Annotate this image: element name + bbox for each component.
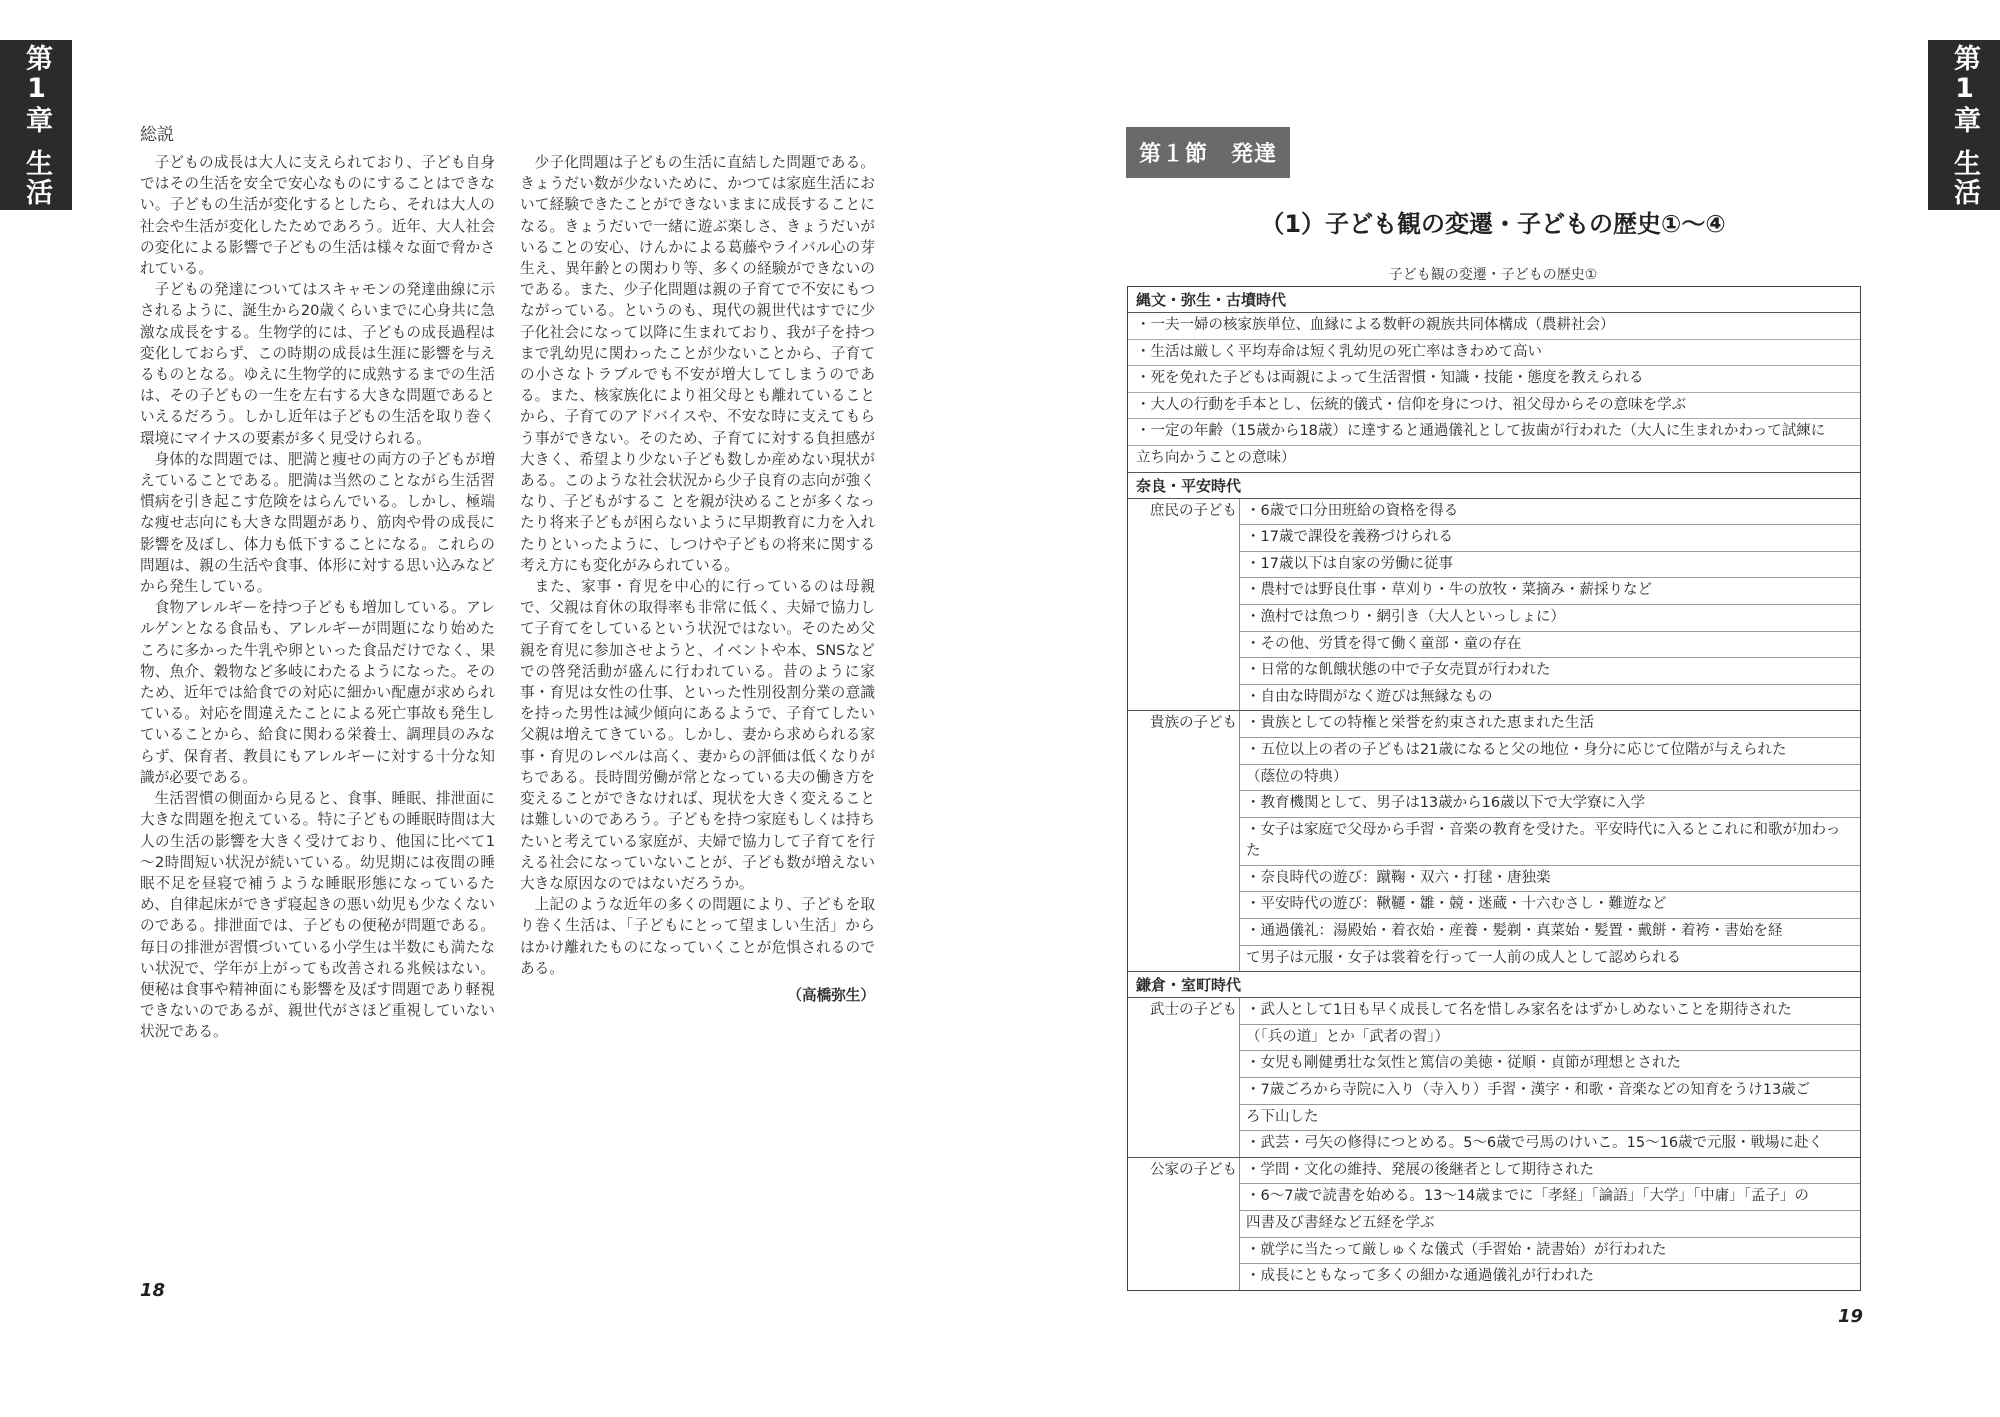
era-header: 縄文・弥生・古墳時代 [1128,287,1860,313]
paragraph: 身体的な問題では、肥満と痩せの両方の子どもが増えていることである。肥満は当然のことながら生活習慣病を引き起こす危険をはらんでいる。しかし、極端な痩せ志向にも大きな問題があり、筋肉や骨の成長に影響を及ぼし、体力も低下することになる。これらの問題は、親の生活や食事、体形に対する思い込みなどから発生している。 [140,450,495,596]
author-credit: （高橋弥生） [787,986,875,1004]
table-line: ・一定の年齢（15歳から18歳）に達すると通過儀礼として抜歯が行われた（大人に生まれかわって試練に [1128,419,1860,446]
page-number-right: 19 [1838,1306,1864,1327]
table-line: 立ち向かうことの意味） [1136,449,1296,466]
paragraph: 少子化問題は子どもの生活に直結した問題である。きょうだい数が少ないために、かつては家庭生活において経験できたことができないままに成長することになる。きょうだいで一緒に遊ぶ楽しさ、きょうだいがいることの安心、けんかによる葛藤やライバル心の芽生え、異年齢との関わり等、多くの経験ができないのである。また、少子化問題は親の子育てで不安にもつながっている。というのも、現代の親世代はすでに少子化社会になって以降に生まれており、我が子を持つまで乳幼児に関わったことが少ないことから、子育ての小さなトラブルでも不安が増大してしまうのである。また、核家族化により祖父母とも離れていることから、子育てのアドバイスや、不安な時に支えてもらう事ができない。そのため、子育てに対する負担感が大きく、希望より少ない子ども数しか産めない現状がある。このような社会状況から少子良育の志向が強くなり、子どもがするこ とを親が決めることが多くなったり将来子どもが困らないように早期教育に力を入れたりといったように、しつけや子どもの将来に関する考え方にも変化がみられている。 [520,154,875,574]
chapter-tab-left [0,40,72,210]
chapter-tab-text: 第1章 [21,43,52,135]
text-column-1 [140,152,495,1043]
era-header: 奈良・平安時代 [1128,473,1860,499]
era-content [1128,313,1860,473]
era-group [1128,1158,1860,1290]
group-label: 貴族の子ども [1128,711,1240,971]
era-group [1128,998,1860,1158]
table-line: ・6～7歳で読書を始める。13～14歳までに「孝経」「論語」「大学」「中庸」「孟子」の [1240,1184,1860,1211]
table-line: ・成長にともなって多くの細かな通過儀礼が行われた [1246,1268,1594,1285]
table-line: ・奈良時代の遊び：蹴鞠・双六・打毬・唐独楽 [1240,866,1860,893]
page-number-left: 18 [140,1280,166,1301]
table-line: 四書及び書経など五経を学ぶ [1240,1211,1860,1238]
table-line: ・農村では野良仕事・草刈り・牛の放牧・菜摘み・薪採りなど [1240,578,1860,605]
chapter-tab-title: 生活 [21,148,52,207]
paragraph: 食物アレルギーを持つ子どもも増加している。アレルゲンとなる食品も、アレルギーが問題になり始めたころに多かった牛乳や卵といった食品だけでなく、果物、魚介、穀物など多岐にわたるようになった。そのため、近年では給食での対応に細かい配慮が求められている。対応を間違えたことによる死亡事故も発生していることから、給食に関わる栄養士、調理員のみならず、保育者、教員にもアレルギーに対する十分な知識が必要である。 [140,599,495,786]
group-body [1240,1158,1860,1290]
table-line: て男子は元服・女子は裳着を行って一人前の成人として認められる [1246,949,1681,966]
overview-heading: 総説 [140,125,174,145]
table-line: ・生活は厳しく平均寿命は短く乳幼児の死亡率はきわめて高い [1128,340,1860,367]
chapter-tab-text: 第1章 [1949,43,1980,135]
chapter-tab-title: 生活 [1949,148,1980,207]
table-line: （蔭位の特典） [1240,765,1860,792]
table-line: ・女子は家庭で父母から手習・音楽の教育を受けた。平安時代に入るとこれに和歌が加わった [1240,818,1860,866]
table-line: ・五位以上の者の子どもは21歳になると父の地位・身分に応じて位階が与えられた [1240,738,1860,765]
era-group [1128,711,1860,972]
table-line: ・武人として1日も早く成長して名を惜しみ家名をはずかしめないことを期待された [1240,998,1860,1025]
paragraph: 子どもの成長は大人に支えられており、子ども自身ではその生活を安全で安心なものにすることはできない。子どもの生活が変化するとしたら、それは大人の社会や生活が変化したためであろう。近年、大人社会の変化による影響で子どもの生活は様々な面で脅かされている。 [140,154,495,278]
history-table [1127,286,1861,1291]
group-body [1240,711,1860,971]
table-line: ・貴族としての特権と栄誉を約束された恵まれた生活 [1240,711,1860,738]
table-line: ・就学に当たって厳しゅくな儀式（手習始・読書始）が行われた [1240,1238,1860,1265]
table-line: ・その他、労賃を得て働く童部・童の存在 [1240,632,1860,659]
group-body [1240,499,1860,711]
table-line: ろ下山した [1240,1105,1860,1132]
table-line: ・日常的な飢餓状態の中で子女売買が行われた [1240,658,1860,685]
paragraph: 子どもの発達についてはスキャモンの発達曲線に示されるように、誕生から20歳くらいまでに心身共に急激な成長をする。生物学的には、子どもの成長過程は変化しておらず、この時期の成長は生涯に影響を与えるものとなる。ゆえに生物学的に成熟するまでの生活は、その子どもの一生を左右する大きな問題であるといえるだろう。しかし近年は子どもの生活を取り巻く環境にマイナスの要素が多く見受けられる。 [140,281,495,447]
group-label: 庶民の子ども [1128,499,1240,711]
table-caption: 子ども観の変遷・子どもの歴史① [1388,267,1598,283]
table-line: ・17歳以下は自家の労働に従事 [1240,552,1860,579]
section-heading: 第１節 発達 [1126,127,1290,178]
table-line: ・大人の行動を手本とし、伝統的儀式・信仰を身につけ、祖父母からその意味を学ぶ [1128,393,1860,420]
text-column-2 [520,152,875,1006]
table-line: ・女児も剛健勇壮な気性と篤信の美徳・従順・貞節が理想とされた [1240,1051,1860,1078]
era-header: 鎌倉・室町時代 [1128,972,1860,998]
table-line: ・17歳で課役を義務づけられる [1240,525,1860,552]
paragraph: 上記のような近年の多くの問題により、子どもを取り巻く生活は、「子どもにとって望ましい生活」からはかけ離れたものになっていくことが危惧されるのである。 [520,896,875,977]
table-line: ・学問・文化の維持、発展の後継者として期待された [1240,1158,1860,1185]
table-line: ・6歳で口分田班給の資格を得る [1240,499,1860,526]
group-label: 武士の子ども [1128,998,1240,1157]
table-line: ・武芸・弓矢の修得につとめる。5～6歳で弓馬のけいこ。15～16歳で元服・戦場に赴く [1246,1135,1824,1152]
chapter-tab-right [1928,40,2000,210]
table-line: ・自由な時間がなく遊びは無縁なもの [1246,688,1493,705]
table-line: ・7歳ごろから寺院に入り（寺入り）手習・漢字・和歌・音楽などの知育をうけ13歳ご [1240,1078,1860,1105]
group-label: 公家の子ども [1128,1158,1240,1290]
table-line: ・教育機関として、男子は13歳から16歳以下で大学寮に入学 [1240,791,1860,818]
subsection-title: （1）子ども観の変遷・子どもの歴史①～④ [1260,210,1726,238]
table-line: ・平安時代の遊び：鞦韆・雛・競・迷蔵・十六むさし・難遊など [1240,892,1860,919]
paragraph: 生活習慣の側面から見ると、食事、睡眠、排泄面に大きな問題を抱えている。特に子どもの睡眠時間は大人の生活の影響を大きく受けており、他国に比べて1～2時間短い状況が続いている。幼児期には夜間の睡眠不足を昼寝で補うような睡眠形態になっているため、自律起床ができず寝起きの悪い幼児も少なくないのである。排泄面では、子どもの便秘が問題である。毎日の排泄が習慣づいている小学生は半数にも満たない状況で、学年が上がっても改善される兆候はない。便秘は食事や精神面にも影響を及ぼす問題であり軽視できないのであるが、親世代がさほど重視していない状況である。 [140,790,495,1041]
table-line: （「兵の道」とか「武者の習」） [1240,1025,1860,1052]
table-line: ・漁村では魚つり・網引き（大人といっしょに） [1240,605,1860,632]
era-group [1128,499,1860,712]
table-line: ・死を免れた子どもは両親によって生活習慣・知識・技能・態度を教えられる [1128,366,1860,393]
table-line: ・一夫一婦の核家族単位、血縁による数軒の親族共同体構成（農耕社会） [1128,313,1860,340]
group-body [1240,998,1860,1157]
paragraph: また、家事・育児を中心的に行っているのは母親で、父親は育休の取得率も非常に低く、夫婦で協力して子育てをしているという状況ではない。そのため父親を育児に参加させようと、イベントや本、SNSなどでの啓発活動が盛んに行われている。昔のように家事・育児は女性の仕事、といった性別役割分業の意識を持った男性は減少傾向にあるようで、子育てしたい父親は増えてきている。しかし、妻から求められる家事・育児のレベルは高く、妻からの評価は低くなりがちである。長時間労働が常となっている夫の働き方を変えることができなければ、現状を大きく変えることは難しいのであろう。子どもを持つ家庭もしくは持ちたいと考えている家庭が、夫婦で協力して子育てを行える社会になっていないことが、子ども数が増えない大きな原因なのではないだろうか。 [520,578,875,892]
table-line: ・通過儀礼：湯殿始・着衣始・産養・髪剃・真菜始・髪置・戴餅・着袴・書始を経 [1240,919,1860,946]
